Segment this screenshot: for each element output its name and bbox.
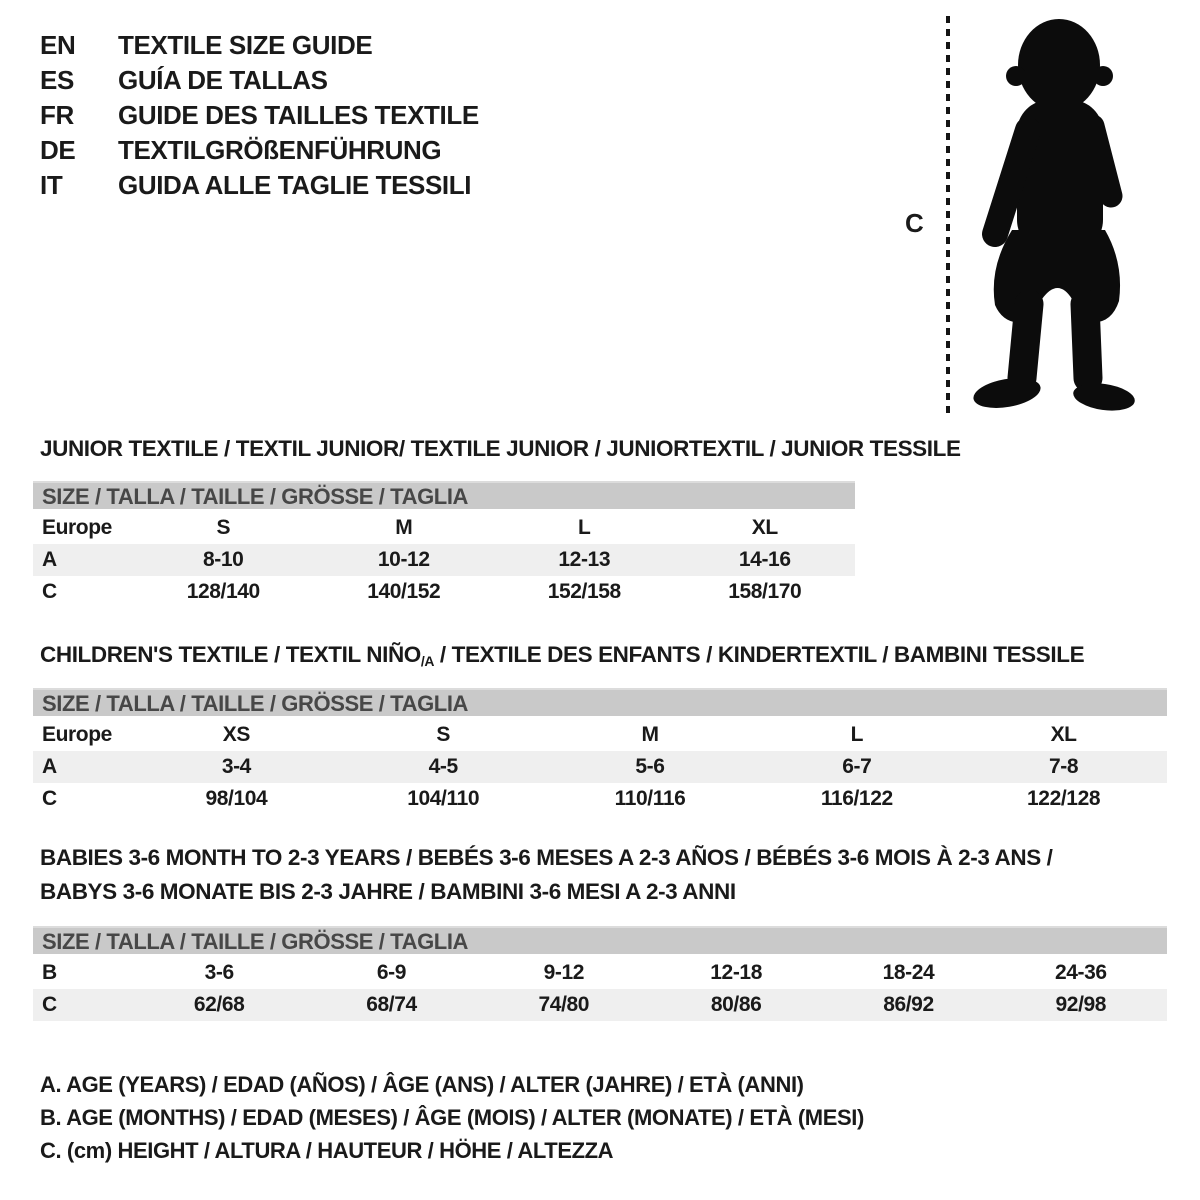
language-row-fr: [40, 98, 479, 133]
table-cell: 92/98: [1055, 993, 1107, 1016]
table-cell: 5-6: [635, 755, 665, 778]
table-cell: 74/80: [538, 993, 590, 1016]
junior-size-header: SIZE / TALLA / TAILLE / GRÖSSE / TAGLIA: [33, 481, 855, 509]
language-list: [40, 28, 479, 203]
table-cell: 98/104: [205, 787, 268, 810]
language-title: TEXTILGRÖßENFÜHRUNG: [118, 135, 442, 165]
table-row: [33, 512, 855, 544]
junior-section-title: JUNIOR TEXTILE / TEXTIL JUNIOR/ TEXTILE JUNIOR / JUNIORTEXTIL / JUNIOR TESSILE: [40, 436, 961, 461]
junior-size-table: [33, 481, 855, 608]
table-cell: 86/92: [883, 993, 934, 1016]
legend-line-b: B. AGE (MONTHS) / EDAD (MESES) / ÂGE (MOIS) / ALTER (MONATE) / ETÀ (MESI): [40, 1105, 864, 1130]
row-label: C: [42, 787, 57, 810]
table-cell: 14-16: [738, 548, 791, 571]
table-cell: 18-24: [882, 961, 935, 984]
babies-size-table: [33, 926, 1167, 1021]
row-label: Europe: [42, 723, 112, 746]
table-cell: 12-13: [558, 548, 611, 571]
table-cell: 158/170: [728, 580, 802, 603]
table-row: [33, 544, 855, 576]
table-cell: L: [578, 516, 591, 539]
table-row: [33, 957, 1167, 989]
table-cell: 80/86: [710, 993, 762, 1016]
children-title-sub: /A: [420, 652, 435, 669]
language-code: IT: [40, 170, 63, 200]
row-label: A: [42, 755, 57, 778]
language-title: TEXTILE SIZE GUIDE: [118, 30, 373, 60]
babies-section-title-line1: BABIES 3-6 MONTH TO 2-3 YEARS / BEBÉS 3-6 MESES A 2-3 AÑOS / BÉBÉS 3-6 MOIS À 2-3 ANS /: [40, 845, 1053, 870]
table-row: [33, 989, 1167, 1021]
table-cell: XL: [1050, 723, 1077, 746]
table-cell: S: [216, 516, 231, 539]
table-cell: 12-18: [710, 961, 762, 984]
table-cell: 7-8: [1049, 755, 1079, 778]
table-cell: 62/68: [193, 993, 245, 1016]
language-title: GUIDE DES TAILLES TEXTILE: [118, 100, 479, 130]
table-cell: 140/152: [367, 580, 441, 603]
language-row-de: [40, 133, 479, 168]
language-code: DE: [40, 135, 76, 165]
children-title-pre: CHILDREN'S TEXTILE / TEXTIL NIÑO: [40, 642, 421, 667]
children-title-post: / TEXTILE DES ENFANTS / KINDERTEXTIL / BAMBINI TESSILE: [434, 642, 1085, 667]
table-cell: 8-10: [203, 548, 244, 571]
legend-line-a: A. AGE (YEARS) / EDAD (AÑOS) / ÂGE (ANS) / ALTER (JAHRE) / ETÀ (ANNI): [40, 1072, 804, 1097]
language-title: GUÍA DE TALLAS: [118, 65, 328, 95]
language-code: FR: [40, 100, 74, 130]
table-cell: XS: [222, 723, 250, 746]
language-code: EN: [40, 30, 76, 60]
legend: [40, 1068, 864, 1167]
table-cell: S: [436, 723, 450, 746]
table-cell: 122/128: [1027, 787, 1101, 810]
babies-size-header: SIZE / TALLA / TAILLE / GRÖSSE / TAGLIA: [33, 926, 1167, 954]
row-label: C: [42, 993, 57, 1016]
table-cell: 24-36: [1054, 961, 1107, 984]
table-cell: 104/110: [407, 787, 480, 810]
table-cell: 116/122: [820, 787, 893, 810]
children-section-title: [40, 642, 1084, 674]
children-size-header: SIZE / TALLA / TAILLE / GRÖSSE / TAGLIA: [33, 688, 1167, 716]
language-row-it: [40, 168, 479, 203]
table-cell: 6-9: [376, 961, 407, 984]
language-row-en: [40, 28, 479, 63]
table-cell: 128/140: [186, 580, 260, 603]
table-row: [33, 783, 1167, 815]
table-row: [33, 719, 1167, 751]
table-cell: L: [850, 723, 863, 746]
table-cell: 9-12: [543, 961, 585, 984]
row-label: Europe: [42, 516, 112, 539]
height-measure-label: C: [905, 208, 924, 238]
legend-line-c: C. (cm) HEIGHT / ALTURA / HAUTEUR / HÖHE / ALTEZZA: [40, 1138, 614, 1163]
language-code: ES: [40, 65, 74, 95]
table-cell: 3-4: [221, 755, 251, 778]
babies-section-title-line2: BABYS 3-6 MONATE BIS 2-3 JAHRE / BAMBINI 3-6 MESI A 2-3 ANNI: [40, 879, 736, 904]
language-title: GUIDA ALLE TAGLIE TESSILI: [118, 170, 472, 200]
language-row-es: [40, 63, 479, 98]
table-cell: 68/74: [366, 993, 417, 1016]
table-cell: 10-12: [377, 548, 430, 571]
children-size-table: [33, 688, 1167, 815]
table-cell: 3-6: [204, 961, 234, 984]
table-cell: M: [641, 723, 659, 746]
table-cell: XL: [751, 516, 778, 539]
row-label: C: [42, 580, 57, 603]
table-cell: 110/116: [614, 787, 686, 810]
table-cell: 4-5: [428, 755, 458, 778]
table-cell: 6-7: [842, 755, 872, 778]
toddler-silhouette-icon: [962, 12, 1147, 422]
table-row: [33, 576, 855, 608]
row-label: A: [42, 548, 57, 571]
height-measure-dashed-line: [946, 16, 950, 416]
table-row: [33, 751, 1167, 783]
table-cell: M: [395, 516, 413, 539]
table-cell: 152/158: [547, 580, 621, 603]
row-label: B: [42, 961, 57, 984]
